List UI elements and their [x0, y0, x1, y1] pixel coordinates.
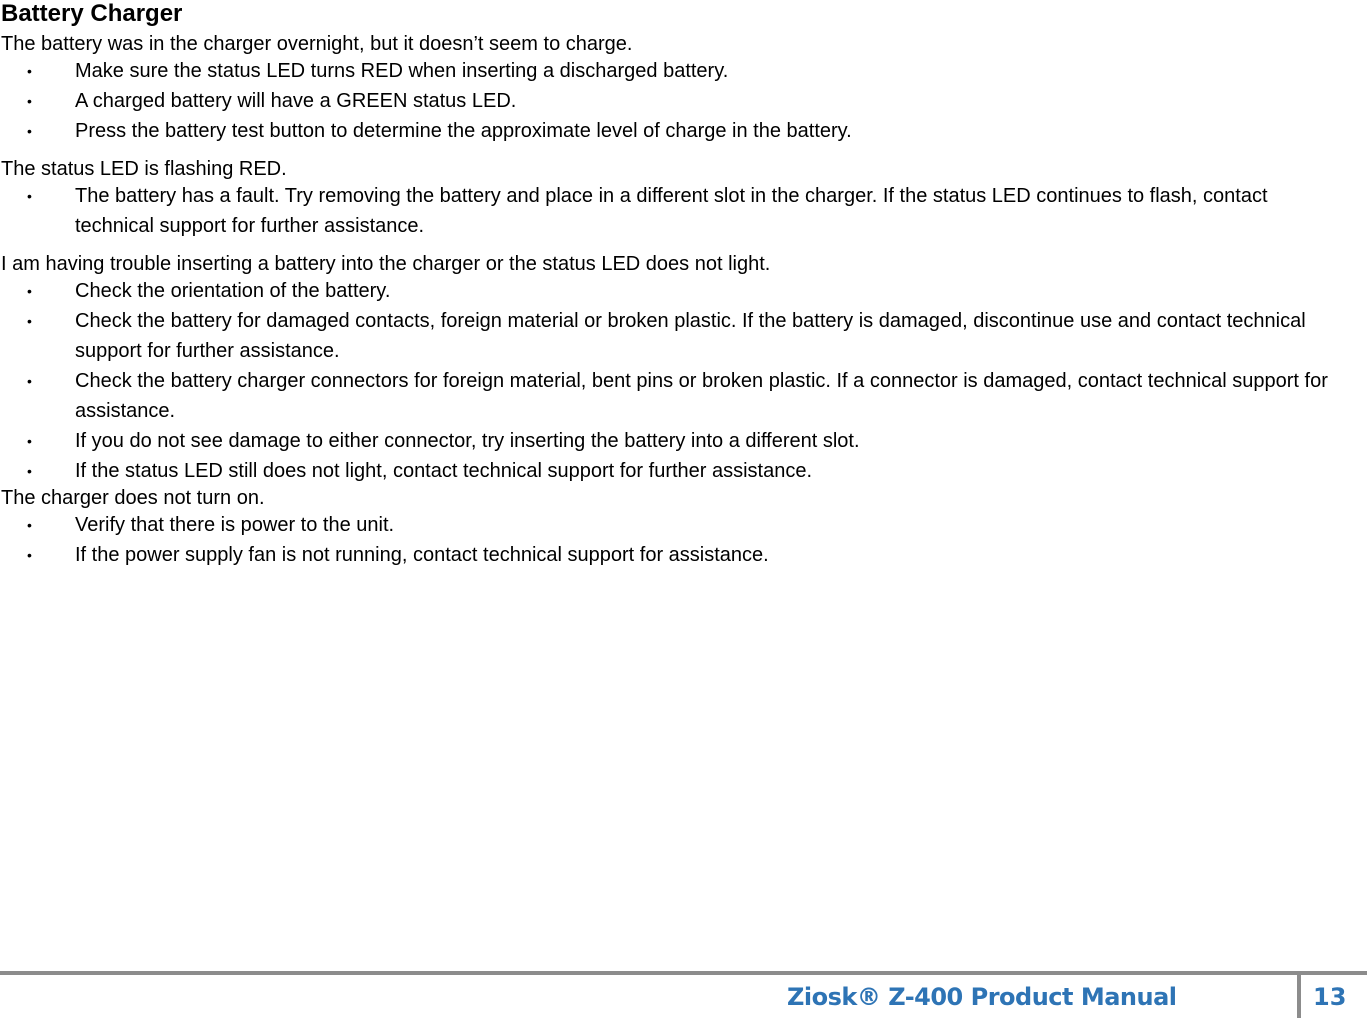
- list-item-text: If the power supply fan is not running, contact technical support for assistance.: [75, 544, 769, 566]
- section-charger-no-power: [0, 486, 1340, 570]
- bullet-list: [0, 181, 1340, 241]
- bullet-icon: •: [27, 547, 32, 563]
- section-inserting-trouble: [0, 252, 1340, 486]
- bullet-icon: •: [27, 463, 32, 479]
- list-item-text: The battery has a fault. Try removing the battery and place in a different slot in the charger. If the status LED continues to flash, contact technical support for further assistance.: [75, 185, 1268, 237]
- list-item: [0, 366, 1340, 426]
- section-intro: The battery was in the charger overnight, but it doesn’t seem to charge.: [1, 33, 633, 55]
- footer-rule: [0, 971, 1367, 975]
- section-intro: The charger does not turn on.: [1, 487, 265, 509]
- bullet-icon: •: [27, 313, 32, 329]
- list-item-text: A charged battery will have a GREEN status LED.: [75, 90, 517, 112]
- list-item: [0, 426, 1340, 456]
- list-item-text: If the status LED still does not light, contact technical support for further assistance.: [75, 460, 813, 482]
- section-led-flashing: [0, 157, 1340, 241]
- bullet-icon: •: [27, 188, 32, 204]
- list-item: [0, 456, 1340, 486]
- section-intro: The status LED is flashing RED.: [1, 158, 287, 180]
- bullet-list: [0, 276, 1340, 486]
- bullet-icon: •: [27, 433, 32, 449]
- section-battery-no-charge: [0, 32, 1340, 146]
- bullet-icon: •: [27, 63, 32, 79]
- bullet-icon: •: [27, 373, 32, 389]
- page-number: 13: [1313, 983, 1347, 1011]
- list-item-text: If you do not see damage to either connector, try inserting the battery into a different slot.: [75, 430, 860, 452]
- bullet-icon: •: [27, 123, 32, 139]
- footer-divider: [1297, 975, 1301, 1018]
- list-item-text: Check the battery for damaged contacts, foreign material or broken plastic. If the battery is damaged, discontinue use and contact technical support for further assistance.: [75, 310, 1306, 362]
- list-item: [0, 276, 1340, 306]
- bullet-icon: •: [27, 93, 32, 109]
- section-intro: I am having trouble inserting a battery into the charger or the status LED does not light.: [1, 253, 771, 275]
- bullet-icon: •: [27, 517, 32, 533]
- list-item-text: Check the battery charger connectors for foreign material, bent pins or broken plastic. If a connector is damaged, contact technical support for assistance.: [75, 370, 1328, 422]
- section-heading: Battery Charger: [1, 0, 183, 27]
- list-item: [0, 86, 1340, 116]
- bullet-list: [0, 510, 1340, 570]
- list-item: [0, 306, 1340, 366]
- list-item: [0, 540, 1340, 570]
- list-item-text: Verify that there is power to the unit.: [75, 514, 395, 536]
- list-item: [0, 510, 1340, 540]
- list-item-text: Check the orientation of the battery.: [75, 280, 391, 302]
- list-item-text: Make sure the status LED turns RED when inserting a discharged battery.: [75, 60, 729, 82]
- bullet-list: [0, 56, 1340, 146]
- list-item: [0, 116, 1340, 146]
- list-item-text: Press the battery test button to determine the approximate level of charge in the battery.: [75, 120, 852, 142]
- bullet-icon: •: [27, 283, 32, 299]
- list-item: [0, 181, 1340, 241]
- list-item: [0, 56, 1340, 86]
- footer-manual-title: Ziosk® Z-400 Product Manual: [787, 983, 1177, 1011]
